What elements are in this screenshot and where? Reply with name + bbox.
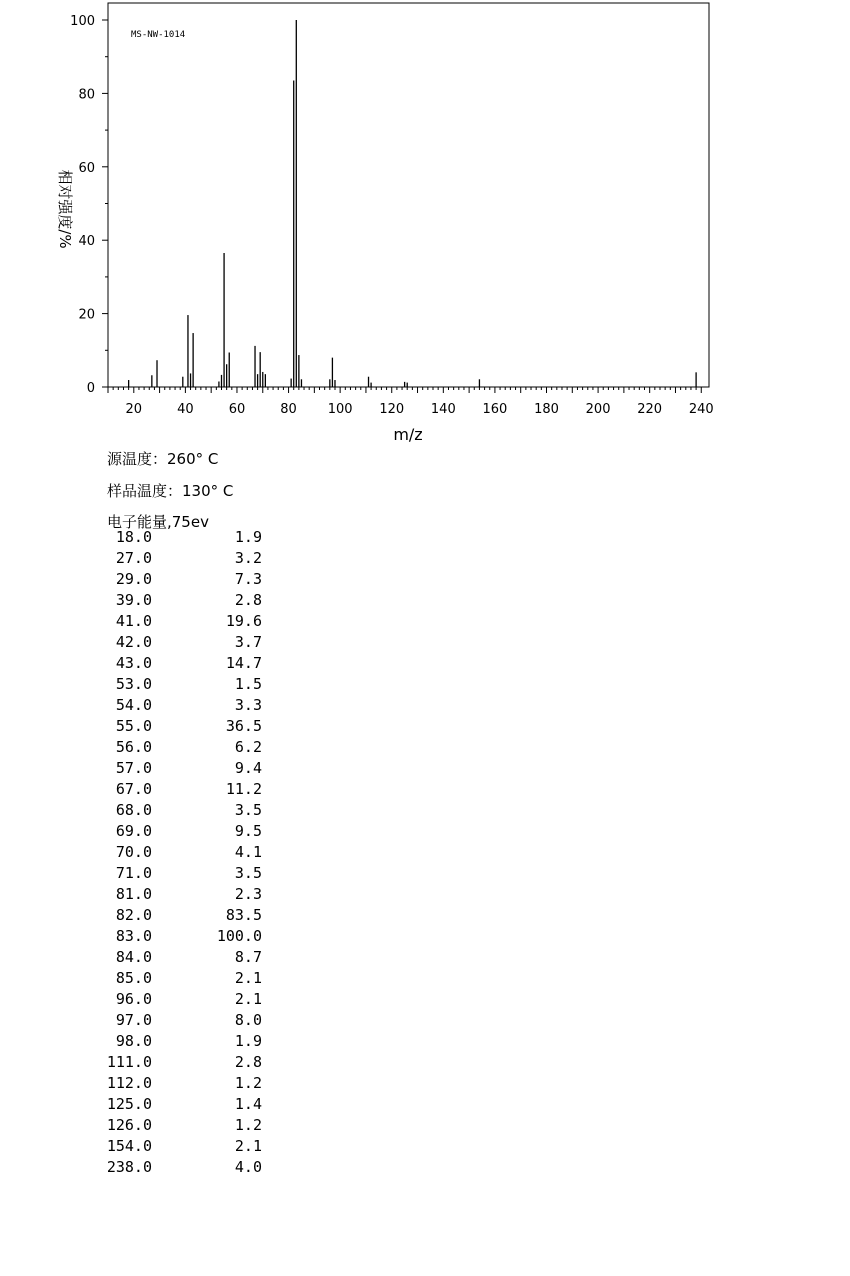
peak-mz: 71.0 — [115, 864, 152, 882]
peak-intensity: 1.9 — [234, 1032, 262, 1050]
peak-row — [95, 632, 262, 653]
peak-mz: 57.0 — [115, 759, 152, 777]
peak-intensity: 1.5 — [234, 675, 262, 693]
y-tick-label: 0 — [86, 381, 95, 396]
peak-mz: 98.0 — [115, 1032, 152, 1050]
peak-row — [95, 1073, 262, 1094]
peak-row — [95, 905, 262, 926]
peak-intensity: 2.1 — [234, 990, 262, 1008]
peak-table — [95, 527, 262, 1178]
peak-mz: 85.0 — [115, 969, 152, 987]
peak-intensity: 3.5 — [234, 801, 262, 819]
electron-energy: 电子能量,75ev — [107, 513, 209, 531]
y-tick-label: 80 — [78, 87, 95, 103]
peak-intensity: 1.9 — [234, 528, 262, 546]
peak-mz: 53.0 — [115, 675, 152, 693]
x-tick-label: 220 — [637, 402, 663, 417]
peak-mz: 69.0 — [115, 822, 152, 840]
peak-mz: 154.0 — [106, 1137, 152, 1155]
peak-mz: 126.0 — [106, 1116, 152, 1134]
peak-mz: 111.0 — [106, 1053, 152, 1071]
peak-intensity: 8.0 — [234, 1011, 262, 1029]
peak-mz: 97.0 — [115, 1011, 152, 1029]
x-tick-label: 60 — [228, 402, 246, 417]
x-tick-label: 160 — [482, 402, 508, 417]
x-tick-label: 180 — [534, 402, 559, 417]
peak-mz: 70.0 — [115, 843, 152, 861]
peak-row — [95, 716, 262, 737]
peak-intensity: 3.3 — [234, 696, 262, 714]
peak-mz: 96.0 — [115, 990, 152, 1008]
peak-mz: 29.0 — [115, 570, 152, 588]
peak-intensity: 2.8 — [234, 591, 262, 609]
peak-mz: 55.0 — [115, 717, 152, 735]
peak-row — [95, 527, 262, 548]
peak-intensity: 3.7 — [234, 633, 262, 651]
peak-intensity: 6.2 — [234, 738, 262, 756]
x-tick-label: 200 — [585, 402, 611, 417]
peak-mz: 41.0 — [115, 612, 152, 630]
y-tick-label: 100 — [70, 14, 95, 29]
peak-row — [95, 779, 262, 800]
peak-intensity: 3.5 — [234, 864, 262, 882]
mass-spectrum-chart — [0, 0, 850, 450]
peak-row — [95, 611, 262, 632]
peak-row — [95, 842, 262, 863]
peak-mz: 83.0 — [115, 927, 152, 945]
y-tick-label: 40 — [78, 234, 95, 250]
peak-row — [95, 884, 262, 905]
peak-mz: 81.0 — [115, 885, 152, 903]
y-axis — [70, 14, 108, 396]
x-tick-label: 100 — [327, 402, 353, 417]
peak-intensity: 1.2 — [234, 1116, 262, 1134]
peak-row — [95, 989, 262, 1010]
peak-mz: 67.0 — [115, 780, 152, 798]
peak-intensity: 4.0 — [234, 1158, 262, 1176]
peak-intensity: 2.8 — [234, 1053, 262, 1071]
peak-mz: 43.0 — [115, 654, 152, 672]
y-tick-label: 20 — [78, 307, 95, 323]
peak-row — [95, 1157, 262, 1178]
peak-intensity: 2.3 — [234, 885, 262, 903]
peak-intensity: 14.7 — [225, 654, 262, 672]
peak-intensity: 36.5 — [225, 717, 262, 735]
x-tick-label: 20 — [125, 402, 143, 417]
x-tick-label: 80 — [280, 402, 297, 417]
peak-row — [95, 737, 262, 758]
y-tick-label: 60 — [78, 160, 95, 176]
peak-row — [95, 1052, 262, 1073]
peak-mz: 56.0 — [115, 738, 152, 756]
peak-mz: 238.0 — [106, 1158, 152, 1176]
peak-row — [95, 800, 262, 821]
peak-row — [95, 653, 262, 674]
peak-mz: 39.0 — [115, 591, 152, 609]
plot-frame — [108, 3, 709, 387]
peak-row — [95, 863, 262, 884]
peak-mz: 84.0 — [115, 948, 152, 966]
x-tick-label: 140 — [430, 402, 456, 417]
peak-intensity: 8.7 — [234, 948, 262, 966]
peak-intensity: 1.2 — [234, 1074, 262, 1092]
x-tick-label: 40 — [177, 402, 194, 417]
peak-row — [95, 758, 262, 779]
peak-row — [95, 968, 262, 989]
peak-row — [95, 695, 262, 716]
y-axis-label: 相对强度/% — [56, 169, 74, 249]
sample-temperature: 样品温度：130° C — [107, 482, 234, 500]
peak-row — [95, 1115, 262, 1136]
peak-row — [95, 1031, 262, 1052]
peak-intensity: 9.5 — [234, 822, 262, 840]
peak-row — [95, 821, 262, 842]
peak-intensity: 100.0 — [216, 927, 262, 945]
peak-intensity: 9.4 — [234, 759, 262, 777]
x-tick-label: 240 — [688, 402, 714, 417]
peak-intensity: 83.5 — [225, 906, 262, 924]
peak-mz: 18.0 — [115, 528, 152, 546]
peak-row — [95, 569, 262, 590]
peak-intensity: 1.4 — [234, 1095, 262, 1113]
source-temperature: 源温度：260° C — [107, 450, 219, 468]
peak-intensity: 19.6 — [225, 612, 262, 630]
peak-row — [95, 1136, 262, 1157]
x-tick-label: 120 — [379, 402, 405, 417]
peak-mz: 82.0 — [115, 906, 152, 924]
peak-mz: 125.0 — [106, 1095, 152, 1113]
peak-row — [95, 548, 262, 569]
x-axis — [108, 387, 714, 417]
peak-row — [95, 926, 262, 947]
peak-mz: 68.0 — [115, 801, 152, 819]
peak-mz: 42.0 — [115, 633, 152, 651]
peak-mz: 54.0 — [115, 696, 152, 714]
peak-row — [95, 1010, 262, 1031]
peak-intensity: 2.1 — [234, 1137, 262, 1155]
peak-row — [95, 947, 262, 968]
peak-intensity: 7.3 — [234, 570, 262, 588]
peak-mz: 112.0 — [106, 1074, 152, 1092]
peak-intensity: 4.1 — [234, 843, 262, 861]
peak-row — [95, 590, 262, 611]
peak-row — [95, 1094, 262, 1115]
x-axis-label: m/z — [393, 425, 423, 444]
peak-mz: 27.0 — [115, 549, 152, 567]
peak-row — [95, 674, 262, 695]
peak-intensity: 3.2 — [234, 549, 262, 567]
chart-title: MS-NW-1014 — [131, 30, 186, 40]
peak-intensity: 11.2 — [225, 780, 262, 798]
peak-intensity: 2.1 — [234, 969, 262, 987]
spectrum-peaks — [129, 20, 696, 387]
